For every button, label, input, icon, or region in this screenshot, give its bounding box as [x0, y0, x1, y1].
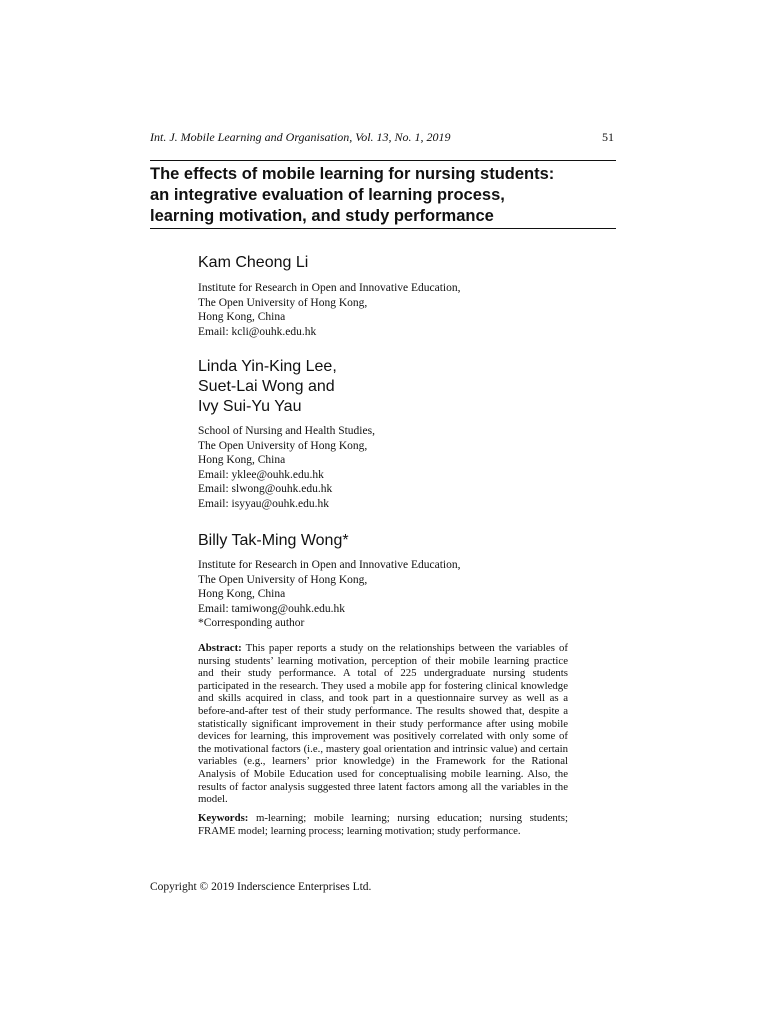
affiliation-line: Hong Kong, China — [198, 454, 286, 466]
affiliation-line: School of Nursing and Health Studies, — [198, 425, 375, 437]
corresponding-author-note: *Corresponding author — [198, 617, 305, 629]
affiliation-line: Hong Kong, China — [198, 311, 286, 323]
author-email[interactable]: Email: kcli@ouhk.edu.hk — [198, 325, 317, 338]
author-name-group-1 — [198, 253, 308, 273]
title-line: The effects of mobile learning for nursing students: — [150, 165, 555, 183]
affiliation-line: Hong Kong, China — [198, 588, 286, 600]
author-name: Ivy Sui-Yu Yau — [198, 398, 302, 415]
author-name-group-3 — [198, 531, 349, 551]
author-email[interactable]: Email: yklee@ouhk.edu.hk — [198, 468, 324, 481]
affiliation-line: The Open University of Hong Kong, — [198, 439, 368, 452]
title-line: learning motivation, and study performance — [150, 207, 494, 225]
author-affiliation-group-3 — [198, 558, 461, 631]
affiliation-line: The Open University of Hong Kong, — [198, 573, 368, 586]
author-name-group-2 — [198, 357, 337, 417]
abstract-label: Abstract: — [198, 642, 242, 654]
abstract-text: This paper reports a study on the relationships between the variables of nursing students’ learning motivation, perception of their mobile learning practice and their study performance. A total of 225 undergraduate nursing students participated in the research. They used a mobile app for fostering clinical knowledge and skills acquired in class, and took part in a questionnaire survey as well as a before-and-after test of their study performance. The results showed that, despite a statistically significant improvement in their study performance after using mobile devices for learning, this improvement was positively correlated with only some of the motivational factors (i.e., mastery goal orientation and intrinsic value) and certain variables (e.g., learners’ prior knowledge) in the Framework for the Rational Analysis of Mobile Education used for conceptualising mobile learning. Also, the results of factor analysis suggested three latent factors among all the variables in the model. — [198, 642, 568, 806]
title-line: an integrative evaluation of learning process, — [150, 186, 505, 204]
paper-title — [150, 164, 616, 227]
title-rule-top — [150, 160, 616, 161]
author-name: Suet-Lai Wong and — [198, 378, 335, 395]
running-head: Int. J. Mobile Learning and Organisation, Vol. 13, No. 1, 2019 — [150, 130, 451, 144]
keywords-text: m-learning; mobile learning; nursing education; nursing students; FRAME model; learning process; learning motivation; study performance. — [198, 812, 568, 837]
abstract — [198, 642, 568, 806]
author-name: Linda Yin-King Lee, — [198, 358, 337, 375]
author-name: Billy Tak-Ming Wong* — [198, 532, 349, 549]
page-number: 51 — [602, 130, 614, 144]
author-email[interactable]: Email: isyyau@ouhk.edu.hk — [198, 497, 330, 510]
keywords-label: Keywords: — [198, 812, 249, 824]
author-affiliation-group-2 — [198, 424, 375, 511]
affiliation-line: The Open University of Hong Kong, — [198, 296, 368, 309]
affiliation-line: Institute for Research in Open and Innovative Education, — [198, 559, 461, 571]
author-name: Kam Cheong Li — [198, 254, 309, 271]
author-affiliation-group-1 — [198, 281, 461, 339]
author-email[interactable]: Email: slwong@ouhk.edu.hk — [198, 483, 333, 495]
title-rule-bottom — [150, 228, 616, 229]
copyright-notice: Copyright © 2019 Inderscience Enterprises Ltd. — [150, 881, 372, 893]
keywords — [198, 812, 568, 837]
author-email[interactable]: Email: tamiwong@ouhk.edu.hk — [198, 602, 345, 615]
affiliation-line: Institute for Research in Open and Innovative Education, — [198, 282, 461, 294]
